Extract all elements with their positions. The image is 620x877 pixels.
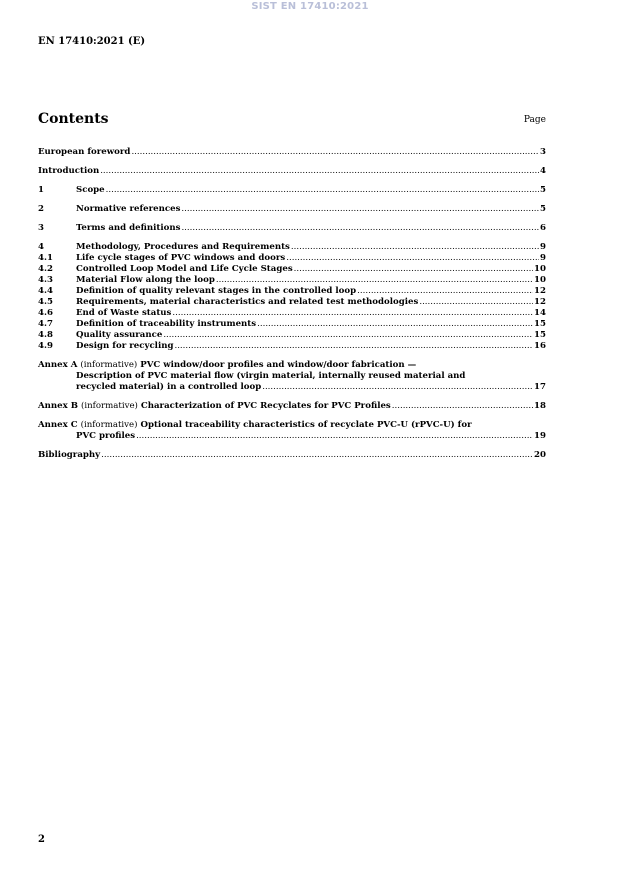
table-of-contents	[38, 147, 546, 461]
toc-entry[interactable]	[38, 308, 546, 319]
toc-entry-page: 6	[540, 223, 546, 233]
toc-entry-title: Controlled Loop Model and Life Cycle Stages	[76, 264, 293, 274]
toc-entry-title: Requirements, material characteristics and related test methodologies	[76, 297, 419, 307]
toc-annex-entry[interactable]	[38, 360, 546, 393]
toc-entry[interactable]	[38, 341, 546, 352]
toc-entry-page: 17	[534, 382, 546, 392]
annex-title-continuation: recycled material) in a controlled loop	[76, 382, 262, 392]
annex-kind: (informative)	[80, 420, 138, 430]
toc-entry-page: 5	[540, 185, 546, 195]
toc-entry[interactable]	[38, 264, 546, 275]
annex-title: Optional traceability characteristics of recyclate PVC-U (rPVC-U) for	[140, 420, 472, 430]
toc-entry-page: 12	[534, 286, 546, 296]
toc-entry-page: 16	[534, 341, 546, 351]
toc-entry-title: Terms and definitions	[76, 223, 181, 233]
annex-title: Characterization of PVC Recyclates for PVC Profiles	[140, 401, 391, 411]
toc-entry-title: Quality assurance	[76, 330, 163, 340]
toc-entry[interactable]	[38, 253, 546, 264]
toc-annex-entry[interactable]	[38, 401, 546, 412]
annex-title-continuation: Description of PVC material flow (virgin material, internally reused material and	[76, 371, 466, 381]
toc-entry-number: 4.8	[38, 330, 53, 340]
toc-entry-number: 2	[38, 204, 44, 214]
toc-entry-page: 19	[534, 431, 546, 441]
toc-entry-title: Design for recycling	[76, 341, 174, 351]
toc-entry-page: 20	[534, 450, 546, 460]
toc-entry-number: 4	[38, 242, 44, 252]
toc-entry-page: 9	[540, 242, 546, 252]
annex-label: Annex B	[38, 401, 79, 411]
toc-entry[interactable]	[38, 297, 546, 308]
toc-entry-number: 4.3	[38, 275, 53, 285]
toc-entry-page: 5	[540, 204, 546, 214]
toc-entry-page: 12	[534, 297, 546, 307]
toc-entry-number: 4.2	[38, 264, 53, 274]
toc-entry-title: Methodology, Procedures and Requirements	[76, 242, 290, 252]
toc-entry-title: Normative references	[76, 204, 181, 214]
toc-entry-page: 14	[534, 308, 546, 318]
page-title: Contents	[38, 111, 109, 127]
toc-annex-entry[interactable]	[38, 420, 546, 442]
annex-label: Annex C	[38, 420, 78, 430]
toc-entry-page: 4	[540, 166, 546, 176]
toc-entry-page: 3	[540, 147, 546, 157]
page-number: 2	[38, 834, 45, 845]
toc-entry[interactable]	[38, 275, 546, 286]
annex-kind: (informative)	[81, 401, 138, 411]
toc-entry-number: 4.1	[38, 253, 53, 263]
document-id: EN 17410:2021 (E)	[38, 36, 146, 47]
toc-entry-number: 4.5	[38, 297, 53, 307]
toc-entry[interactable]	[38, 147, 546, 158]
toc-entry-page: 10	[534, 275, 546, 285]
toc-entry[interactable]	[38, 223, 546, 234]
toc-entry[interactable]	[38, 319, 546, 330]
toc-entry-number: 4.7	[38, 319, 53, 329]
toc-entry-page: 10	[534, 264, 546, 274]
toc-entry[interactable]	[38, 286, 546, 297]
toc-entry-page: 15	[534, 330, 546, 340]
toc-entry-title: Life cycle stages of PVC windows and doors	[76, 253, 286, 263]
annex-label: Annex A	[38, 360, 78, 370]
annex-title: PVC window/door profiles and window/door fabrication —	[140, 360, 417, 370]
page-column-label: Page	[523, 115, 546, 125]
toc-entry-page: 9	[540, 253, 546, 263]
toc-entry-number: 1	[38, 185, 44, 195]
toc-entry[interactable]	[38, 204, 546, 215]
toc-entry-number: 4.4	[38, 286, 53, 296]
toc-entry[interactable]	[38, 166, 546, 177]
toc-entry-page: 15	[534, 319, 546, 329]
toc-entry[interactable]	[38, 330, 546, 341]
toc-entry[interactable]	[38, 242, 546, 253]
toc-entry-number: 3	[38, 223, 44, 233]
annex-title-continuation: PVC profiles	[76, 431, 136, 441]
toc-entry-title: European foreword	[38, 147, 131, 157]
toc-entry-title: Scope	[76, 185, 105, 195]
toc-entry-number: 4.6	[38, 308, 53, 318]
toc-entry-page: 18	[534, 401, 546, 411]
toc-entry-title: Bibliography	[38, 450, 101, 460]
annex-kind: (informative)	[80, 360, 138, 370]
toc-entry-number: 4.9	[38, 341, 53, 351]
toc-entry[interactable]	[38, 450, 546, 461]
toc-entry-title: Definition of traceability instruments	[76, 319, 257, 329]
toc-entry-title: Material Flow along the loop	[76, 275, 215, 285]
watermark: SIST EN 17410:2021	[251, 1, 369, 12]
toc-entry-title: End of Waste status	[76, 308, 172, 318]
toc-entry-title: Definition of quality relevant stages in the controlled loop	[76, 286, 357, 296]
toc-entry[interactable]	[38, 185, 546, 196]
toc-entry-title: Introduction	[38, 166, 100, 176]
